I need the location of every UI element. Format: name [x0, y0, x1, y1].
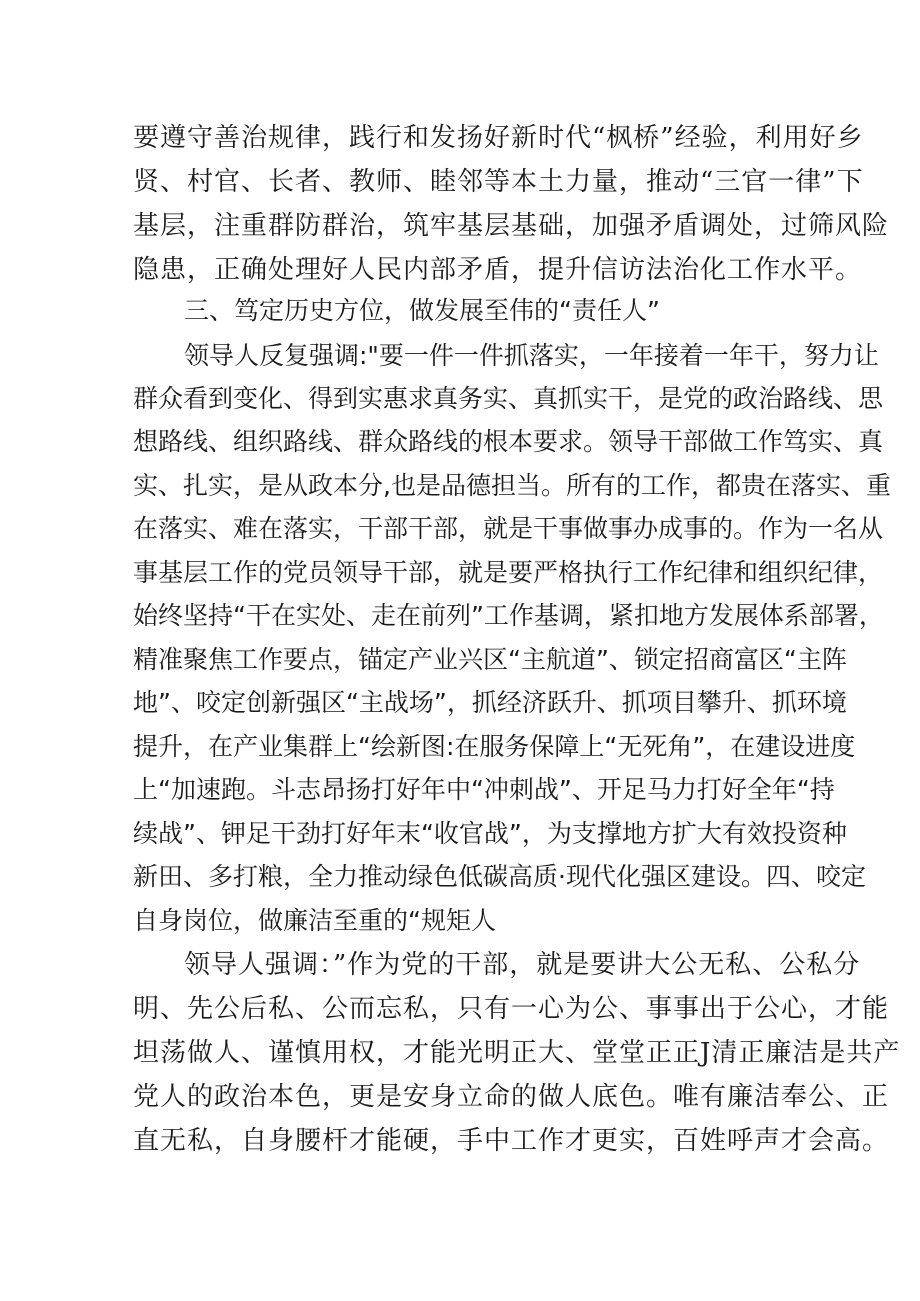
text-line: 群众看到变化、得到实惠求真务实、真抓实干，是党的政治路线、思: [133, 384, 884, 413]
text-line: 领导人反复强调:"要一件一件抓落实，一年接着一年干，努力让: [184, 341, 879, 370]
text-line: 想路线、组织路线、群众路线的根本要求。领导干部做工作笃实、真: [133, 427, 884, 456]
text-line: 坦荡做人、谨慎用权，才能光明正大、堂堂正正J清正廉洁是共产: [133, 1038, 901, 1068]
text-line: 地”、咬定创新强区“主战场”，抓经济跃升、抓项目攀升、抓环境: [133, 688, 847, 717]
text-line: 隐患，正确处理好人民内部矛盾，提升信访法治化工作水平。: [133, 255, 863, 285]
text-line: 明、先公后私、公而忘私，只有一心为公、事事出于公心，才能: [133, 994, 890, 1024]
text-line: 精准聚焦工作要点，锚定产业兴区“主航道”、锁定招商富区“主阵: [133, 645, 847, 674]
text-line: 直无私，自身腰杆才能硬，手中工作才更实，百姓呼声才会高。: [133, 1126, 890, 1156]
text-line: 新田、多打粮，全力推动绿色低碳高质·现代化强区建设。四、咬定: [133, 862, 866, 891]
text-line: 上“加速跑。斗志昂扬打好年中“冲刺战”、开足马力打好全年“持: [133, 775, 835, 804]
text-line: 自身岗位，做廉洁至重的“规矩人: [133, 906, 496, 935]
text-line: 始终坚持“干在实处、走在前列”工作基调，紧扣地方发展体系部署，: [133, 601, 884, 630]
text-line: 基层，注重群防群治，筑牢基层基础，加强矛盾调处，过筛风险: [133, 211, 890, 241]
text-line: 在落实、难在落实，干部干部，就是干事做事办成事的。作为一名从: [133, 514, 884, 543]
section-heading-text: 三、笃定历史方位，做发展至伟的“责任人”: [184, 296, 660, 325]
text-line: 党人的政治本色，更是安身立命的做人底色。唯有廉洁奉公、正: [133, 1082, 890, 1112]
text-line: 续战”、钾足干劲打好年末“收官战”，为支撑地方扩大有效投资种: [133, 819, 847, 848]
text-line: 事基层工作的党员领导干部，就是要严格执行工作纪律和组织纪律，: [133, 558, 884, 587]
text-line: 要遵守善治规律，践行和发扬好新时代“枫桥”经验，利用好乡: [133, 123, 864, 153]
text-line: 贤、村官、长者、教师、睦邻等本土力量，推动“三官一律”下: [133, 167, 864, 197]
text-line: 提升，在产业集群上“绘新图:在服务保障上“无死角”，在建设进度: [133, 732, 856, 761]
text-line: 领导人强调：”作为党的干部，就是要讲大公无私、公私分: [184, 950, 861, 980]
text-line: 实、扎实，是从政本分,也是品德担当。所有的工作，都贵在落实、重: [133, 471, 891, 500]
